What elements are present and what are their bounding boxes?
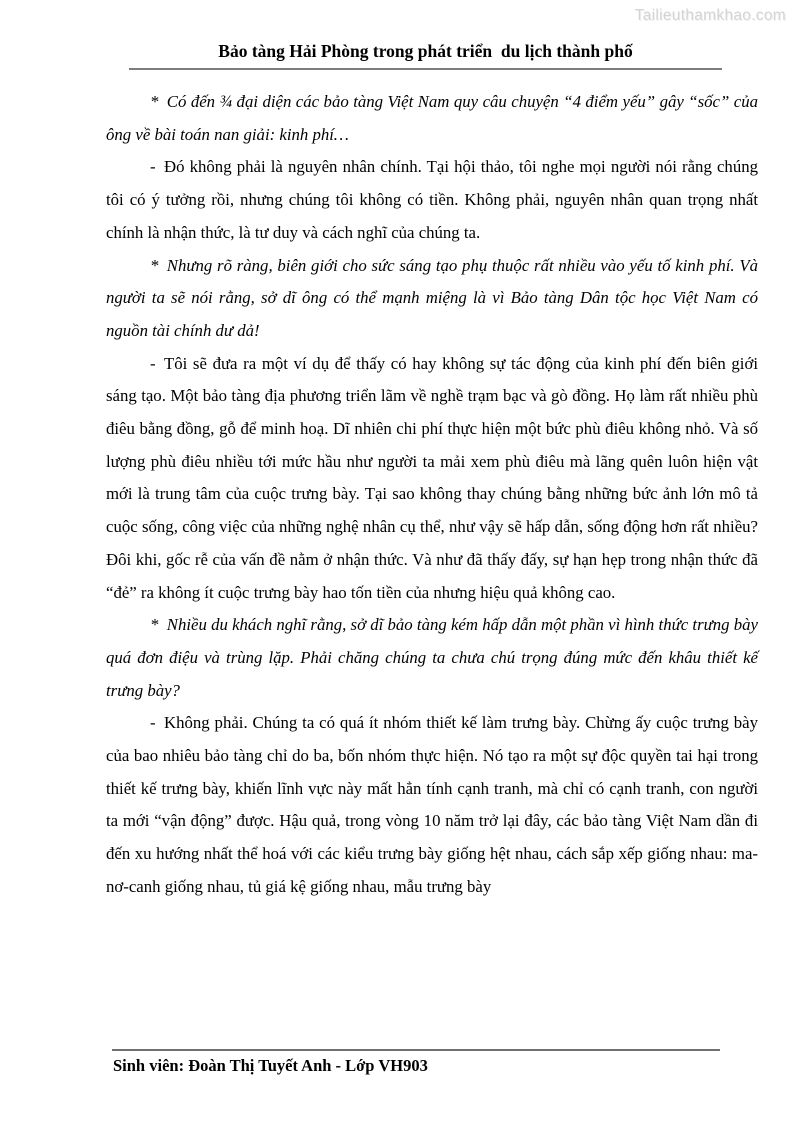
paragraph-question-2: * Nhưng rõ ràng, biên giới cho sức sáng tạo phụ thuộc rất nhiều vào yếu tố kinh phí. Và người ta sẽ nói rằng, sở dĩ ông có thể mạnh miệng là vì Bảo tàng Dân tộc học Việt Nam có nguồn tài chính dư dả! <box>106 255 758 340</box>
paragraph-answer-2: - Tôi sẽ đưa ra một ví dụ để thấy có hay không sự tác động của kinh phí đến biên giới sáng tạo. Một bảo tàng địa phương triển lãm về nghề trạm bạc và gò đồng. Họ làm rất nhiều phù điêu bằng đồng, gỗ để minh hoạ. Dĩ nhiên chi phí thực hiện một bức phù điêu không nhỏ. Và số lượng phù điêu nhiều tới mức hầu như người ta mải xem phù điêu mà lãng quên luôn hiện vật mới là trung tâm của cuộc trưng bày. Tại sao không thay chúng bằng những bức ảnh lớn mô tả cuộc sống, công việc của những nghệ nhân cụ thể, như vậy sẽ hấp dẫn, sống động hơn rất nhiều? Đôi khi, gốc rễ của vấn đề nằm ở nhận thức. Và như đã thấy đấy, sự hạn hẹp trong nhận thức đã “đẻ” ra không ít cuộc trưng bày hao tốn tiền của nhưng hiệu quả không cao. <box>106 353 758 602</box>
page-header-title: Bảo tàng Hải Phòng trong phát triển du lịch thành phố <box>129 41 722 70</box>
footer-student-info: Sinh viên: Đoàn Thị Tuyết Anh - Lớp VH903 <box>113 1056 428 1075</box>
footer-rule <box>112 1049 720 1051</box>
paragraph-question-1: * Có đến ¾ đại diện các bảo tàng Việt Nam quy câu chuyện “4 điểm yếu” gây “sốc” của ông về bài toán nan giải: kinh phí… <box>106 92 758 144</box>
paragraph-answer-1: - Đó không phải là nguyên nhân chính. Tại hội thảo, tôi nghe mọi người nói rằng chúng tôi có ý tưởng rồi, nhưng chúng tôi không có tiền. Không phải, nguyên nhân quan trọng nhất chính là nhận thức, là tư duy và cách nghĩ của chúng ta. <box>106 157 758 242</box>
paragraph-question-3: * Nhiều du khách nghĩ rằng, sở dĩ bảo tàng kém hấp dẫn một phần vì hình thức trưng bày quá đơn điệu và trùng lặp. Phải chăng chúng ta chưa chú trọng đúng mức đến khâu thiết kế trưng bày? <box>106 615 758 700</box>
paragraph-answer-3: - Không phải. Chúng ta có quá ít nhóm thiết kế làm trưng bày. Chừng ấy cuộc trưng bày của bao nhiêu bảo tàng chỉ do ba, bốn nhóm thực hiện. Nó tạo ra một sự độc quyền tai hại trong thiết kế trưng bày, khiến lĩnh vực này mất hẳn tính cạnh tranh, mà chỉ có cạnh tranh, con người ta mới “vận động” được. Hậu quả, trong vòng 10 năm trở lại đây, các bảo tàng Việt Nam dần đi đến xu hướng nhất thể hoá với các kiểu trưng bày giống hệt nhau, cách sắp xếp giống nhau: ma-nơ-canh giống nhau, tủ giá kệ giống nhau, mẫu trưng bày <box>106 713 758 896</box>
watermark: Tailieuthamkhao.com <box>634 7 786 24</box>
document-body <box>106 86 758 904</box>
